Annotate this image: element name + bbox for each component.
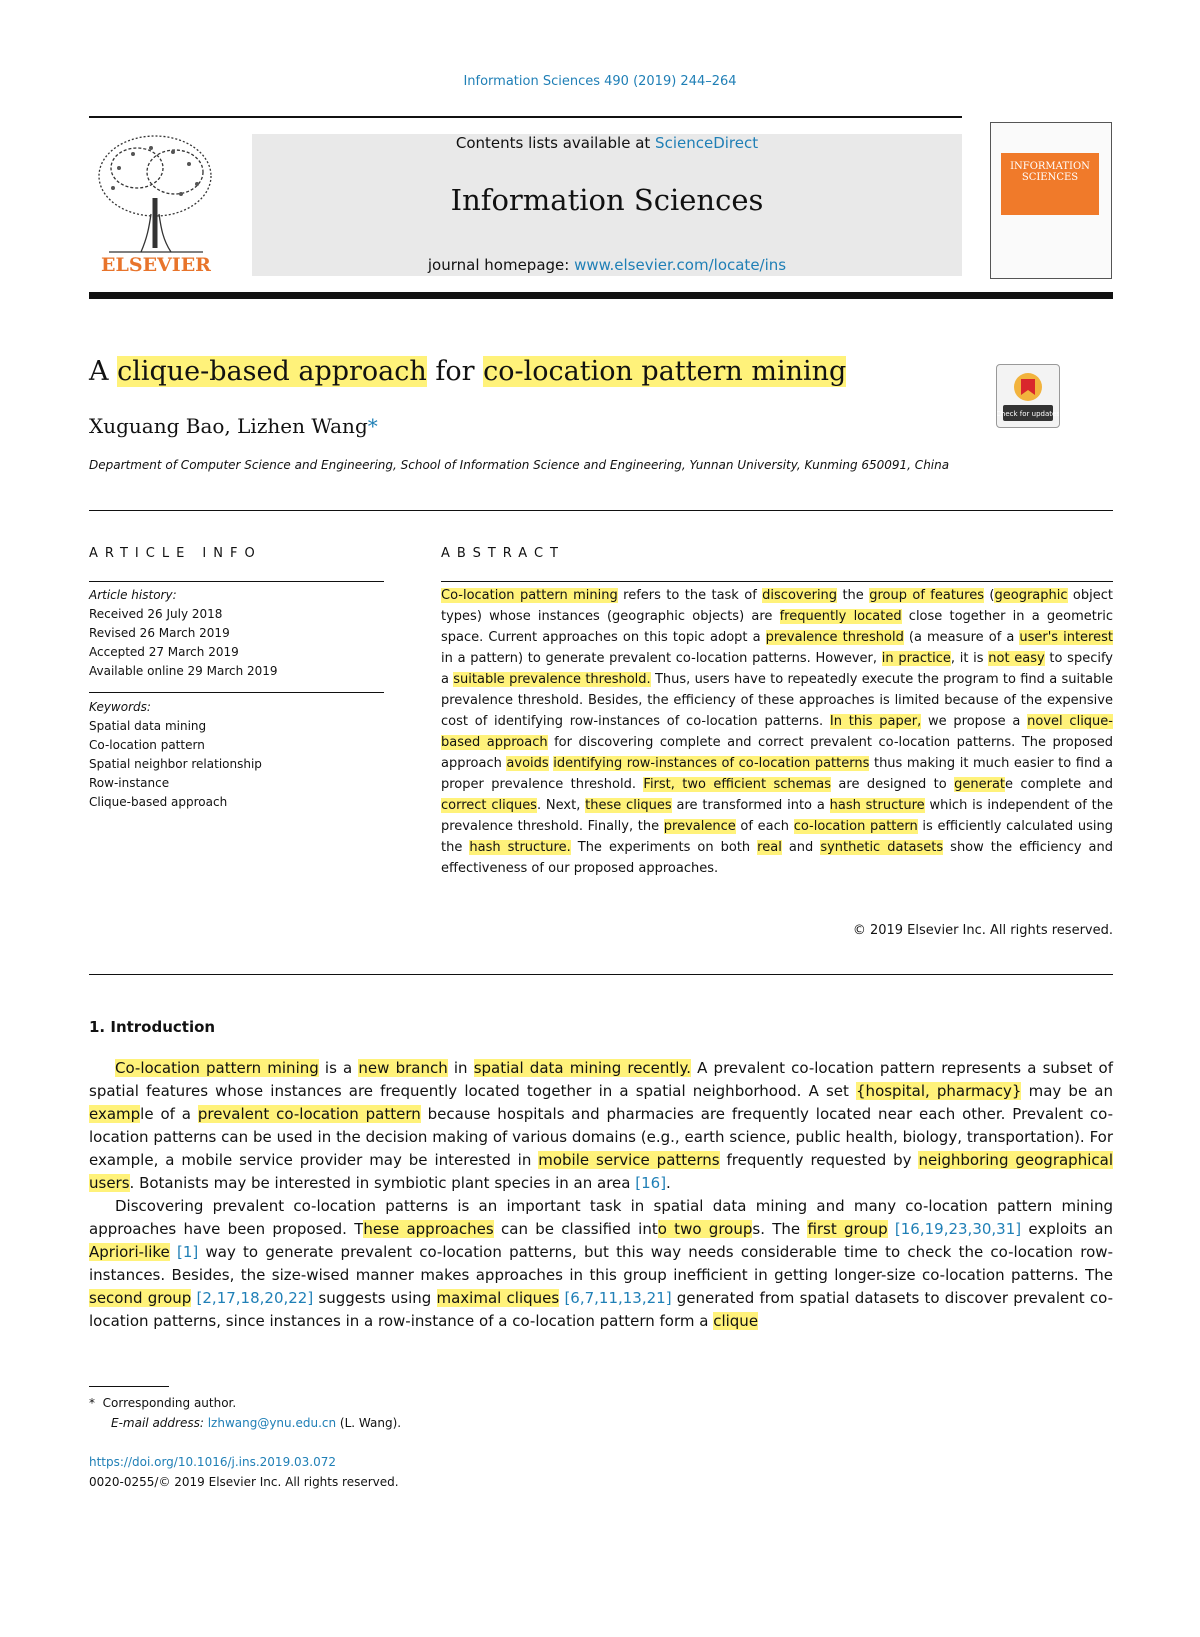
highlighted-text: Apriori-like bbox=[89, 1243, 170, 1261]
footnote bbox=[89, 1393, 401, 1433]
highlighted-text: these cliques bbox=[585, 798, 672, 813]
history-item: Available online 29 March 2019 bbox=[89, 664, 278, 678]
text-run: thus making it much easier to find a proper prevalence threshold. bbox=[441, 756, 1113, 792]
footnote-email: E-mail address: lzhwang@ynu.edu.cn (L. Wang). bbox=[111, 1416, 402, 1430]
homepage-line: journal homepage: www.elsevier.com/locate/ins bbox=[427, 256, 787, 274]
highlighted-text: discovering bbox=[762, 588, 838, 603]
keywords-label: Keywords: bbox=[89, 700, 151, 714]
keyword-item: Row-instance bbox=[89, 776, 170, 790]
corresponding-author-mark[interactable]: * bbox=[367, 414, 378, 438]
text-run: e complete and bbox=[1005, 777, 1114, 792]
intro-paragraph bbox=[89, 1057, 1113, 1195]
keyword-item: Spatial neighbor relationship bbox=[89, 757, 262, 771]
cover-band bbox=[1001, 153, 1099, 215]
text-run: Thus, users have to repeatedly execute the program to find a suitable prevalence threshold. Besides, the efficiency of these approaches is limited because of the expensive cost of identifying row-instances of co-location patterns. bbox=[441, 672, 1113, 729]
citation-link[interactable]: [16,19,23,30,31] bbox=[894, 1220, 1022, 1238]
keywords-rule bbox=[89, 692, 384, 693]
text-run: which is independent of the prevalence threshold. Finally, the bbox=[441, 798, 1113, 834]
highlighted-text: In this paper, bbox=[829, 714, 922, 729]
header-rule-bottom bbox=[89, 292, 1113, 299]
text-run: is efficiently calculated using the bbox=[441, 819, 1113, 855]
highlighted-text: prevalence threshold bbox=[765, 630, 904, 645]
text-run: The experiments on both bbox=[570, 840, 758, 855]
abstract-heading: ABSTRACT bbox=[441, 546, 565, 561]
highlighted-text: prevalent co-location pattern bbox=[197, 1105, 421, 1123]
doi-block bbox=[89, 1452, 399, 1492]
footnote-corresponding: * Corresponding author. bbox=[89, 1396, 237, 1410]
highlighted-text: clique bbox=[713, 1312, 759, 1330]
citation-link[interactable]: [2,17,18,20,22] bbox=[196, 1289, 314, 1307]
highlighted-text: mobile service patterns bbox=[538, 1151, 720, 1169]
text-run bbox=[888, 1220, 895, 1238]
check-for-updates-icon bbox=[997, 365, 1059, 427]
text-run: are designed to bbox=[831, 777, 955, 792]
text-run: object types) whose instances (geographic objects) are bbox=[441, 588, 1113, 624]
keyword-item: Spatial data mining bbox=[89, 719, 207, 733]
text-run: and bbox=[781, 840, 821, 855]
text-run: suggests using bbox=[313, 1289, 437, 1307]
highlighted-text: prevalence bbox=[663, 819, 736, 834]
text-run: refers to the task of bbox=[617, 588, 763, 603]
highlighted-text: hese approaches bbox=[363, 1220, 494, 1238]
crossmark-badge[interactable] bbox=[996, 364, 1060, 428]
abstract-copyright: © 2019 Elsevier Inc. All rights reserved. bbox=[852, 923, 1113, 938]
email-link[interactable]: lzhwang@ynu.edu.cn bbox=[207, 1416, 337, 1430]
article-title: A clique-based approach for co-location pattern mining bbox=[89, 356, 847, 387]
highlighted-text: generat bbox=[954, 777, 1006, 792]
citation-link[interactable]: [1] bbox=[177, 1243, 199, 1261]
highlighted-text: geographic bbox=[994, 588, 1068, 603]
keywords bbox=[89, 698, 389, 812]
journal-cover-thumbnail[interactable] bbox=[990, 122, 1112, 279]
highlighted-text: examp bbox=[89, 1105, 141, 1123]
journal-citation[interactable]: Information Sciences 490 (2019) 244–264 bbox=[463, 74, 737, 89]
text-run: s. The bbox=[752, 1220, 808, 1238]
intro-paragraph bbox=[89, 1195, 1113, 1333]
sciencedirect-link[interactable]: ScienceDirect bbox=[655, 134, 759, 152]
text-run: (a measure of a bbox=[903, 630, 1020, 645]
text-run: le of a bbox=[140, 1105, 198, 1123]
abstract-bottom-rule bbox=[89, 974, 1113, 975]
highlighted-text: frequently located bbox=[779, 609, 902, 624]
highlighted-text: real bbox=[757, 840, 782, 855]
text-run: way to generate prevalent co-location patterns, but this way needs considerable time to check the co-location row-instances. Besides, the size-wised manner makes approaches in this group inefficient in getting longer-size co-location patterns. The bbox=[89, 1243, 1113, 1284]
elsevier-tree-icon bbox=[89, 128, 223, 276]
article-history bbox=[89, 586, 389, 681]
text-run: of each bbox=[735, 819, 794, 834]
text-run: ( bbox=[984, 588, 995, 603]
text-run: may be an bbox=[1021, 1082, 1113, 1100]
text-run: we propose a bbox=[921, 714, 1028, 729]
history-item: Received 26 July 2018 bbox=[89, 607, 223, 621]
text-run: for discovering complete and correct prevalent co-location patterns. The proposed approach bbox=[441, 735, 1113, 771]
text-run: in a pattern) to generate prevalent co-location patterns. However, bbox=[441, 651, 882, 666]
highlighted-text: correct cliques bbox=[441, 798, 537, 813]
header-rule-top bbox=[89, 116, 962, 118]
highlighted-text: Co-location pattern mining bbox=[441, 588, 618, 603]
text-run: close together in a geometric space. Current approaches on this topic adopt a bbox=[441, 609, 1113, 645]
text-run: in bbox=[447, 1059, 474, 1077]
cover-title: INFORMATION SCIENCES bbox=[1010, 161, 1090, 183]
text-run: to specify a bbox=[441, 651, 1114, 687]
text-run: is a bbox=[318, 1059, 359, 1077]
highlighted-text: identifying row-instances of co-location patterns bbox=[553, 756, 870, 771]
issn-line: 0020-0255/© 2019 Elsevier Inc. All rights reserved. bbox=[89, 1475, 399, 1489]
text-run: because hospitals and pharmacies are frequently located near each other. Prevalent co-location patterns can be used in the decision making of various domains (e.g., earth science, public health, biology, transportation). For example, a mobile service provider may be interested in bbox=[89, 1105, 1113, 1169]
highlighted-text: o two group bbox=[657, 1220, 753, 1238]
highlighted-text: Co-location pattern mining bbox=[115, 1059, 319, 1077]
highlighted-text: avoids bbox=[506, 756, 549, 771]
introduction-body bbox=[89, 1057, 1113, 1333]
article-info-rule bbox=[89, 581, 384, 582]
highlighted-text: First, two efficient schemas bbox=[643, 777, 832, 792]
abstract-text bbox=[441, 585, 1113, 879]
text-run: generated from spatial datasets to discover prevalent co-location patterns, since instances in a row-instance of a co-location pattern form a bbox=[89, 1289, 1113, 1330]
highlighted-text: not easy bbox=[988, 651, 1045, 666]
text-run: Discovering prevalent co-location patterns is an important task in spatial data mining and many co-location pattern mining approaches have been proposed. T bbox=[89, 1197, 1113, 1238]
highlighted-text: synthetic datasets bbox=[820, 840, 944, 855]
highlighted-text: hash structure bbox=[829, 798, 925, 813]
highlighted-text: suitable prevalence threshold. bbox=[453, 672, 651, 687]
elsevier-logo bbox=[89, 128, 223, 276]
highlighted-text: neighboring geographical users bbox=[89, 1151, 1113, 1192]
text-run: . bbox=[666, 1174, 671, 1192]
citation-link[interactable]: [16] bbox=[635, 1174, 667, 1192]
highlighted-text: novel clique-based approach bbox=[441, 714, 1113, 750]
highlighted-text: second group bbox=[89, 1289, 192, 1307]
keyword-item: Co-location pattern bbox=[89, 738, 205, 752]
text-run: A prevalent co-location pattern represents a subset of spatial features whose instances are frequently located together in a spatial neighborhood. A set bbox=[89, 1059, 1113, 1100]
highlighted-text: group of features bbox=[869, 588, 984, 603]
text-run bbox=[170, 1243, 177, 1261]
text-run: are transformed into a bbox=[671, 798, 830, 813]
citation-link[interactable]: [6,7,11,13,21] bbox=[564, 1289, 672, 1307]
history-item: Revised 26 March 2019 bbox=[89, 626, 230, 640]
text-run: exploits an bbox=[1021, 1220, 1113, 1238]
highlighted-text: co-location pattern bbox=[793, 819, 918, 834]
highlighted-text: new branch bbox=[358, 1059, 448, 1077]
text-run: can be classified int bbox=[493, 1220, 658, 1238]
affiliation: Department of Computer Science and Engineering, School of Information Science and Engineering, Yunnan University, Kunming 650091, China bbox=[89, 458, 950, 472]
text-run: show the efficiency and effectiveness of our proposed approaches. bbox=[441, 840, 1114, 876]
history-label: Article history: bbox=[89, 588, 177, 602]
doi-link[interactable]: https://doi.org/10.1016/j.ins.2019.03.072 bbox=[89, 1455, 337, 1469]
highlighted-text: in practice bbox=[881, 651, 951, 666]
keyword-item: Clique-based approach bbox=[89, 795, 228, 809]
authors: Xuguang Bao, Lizhen Wang* bbox=[89, 414, 378, 438]
text-run: the bbox=[837, 588, 870, 603]
highlighted-text: hash structure. bbox=[469, 840, 571, 855]
highlighted-text: maximal cliques bbox=[436, 1289, 560, 1307]
abstract-rule bbox=[441, 581, 1113, 582]
svg-text:Check for updates: Check for updates bbox=[997, 410, 1059, 418]
highlighted-text: first group bbox=[807, 1220, 888, 1238]
contents-line: Contents lists available at ScienceDirect bbox=[455, 134, 759, 152]
journal-title: Information Sciences bbox=[450, 183, 764, 217]
history-item: Accepted 27 March 2019 bbox=[89, 645, 239, 659]
highlighted-text: user's interest bbox=[1019, 630, 1113, 645]
section-heading-introduction: 1. Introduction bbox=[89, 1018, 216, 1036]
text-run: . Botanists may be interested in symbiotic plant species in an area bbox=[129, 1174, 636, 1192]
article-info-heading: ARTICLE INFO bbox=[89, 546, 262, 561]
text-run: , it is bbox=[950, 651, 989, 666]
footnote-rule bbox=[89, 1386, 169, 1387]
highlighted-text: {hospital, pharmacy} bbox=[856, 1082, 1022, 1100]
homepage-link[interactable]: www.elsevier.com/locate/ins bbox=[574, 256, 787, 274]
text-run: frequently requested by bbox=[719, 1151, 919, 1169]
svg-text:ELSEVIER: ELSEVIER bbox=[101, 254, 211, 276]
affiliation-rule bbox=[89, 510, 1113, 511]
highlighted-text: spatial data mining recently. bbox=[473, 1059, 691, 1077]
text-run: . Next, bbox=[536, 798, 586, 813]
